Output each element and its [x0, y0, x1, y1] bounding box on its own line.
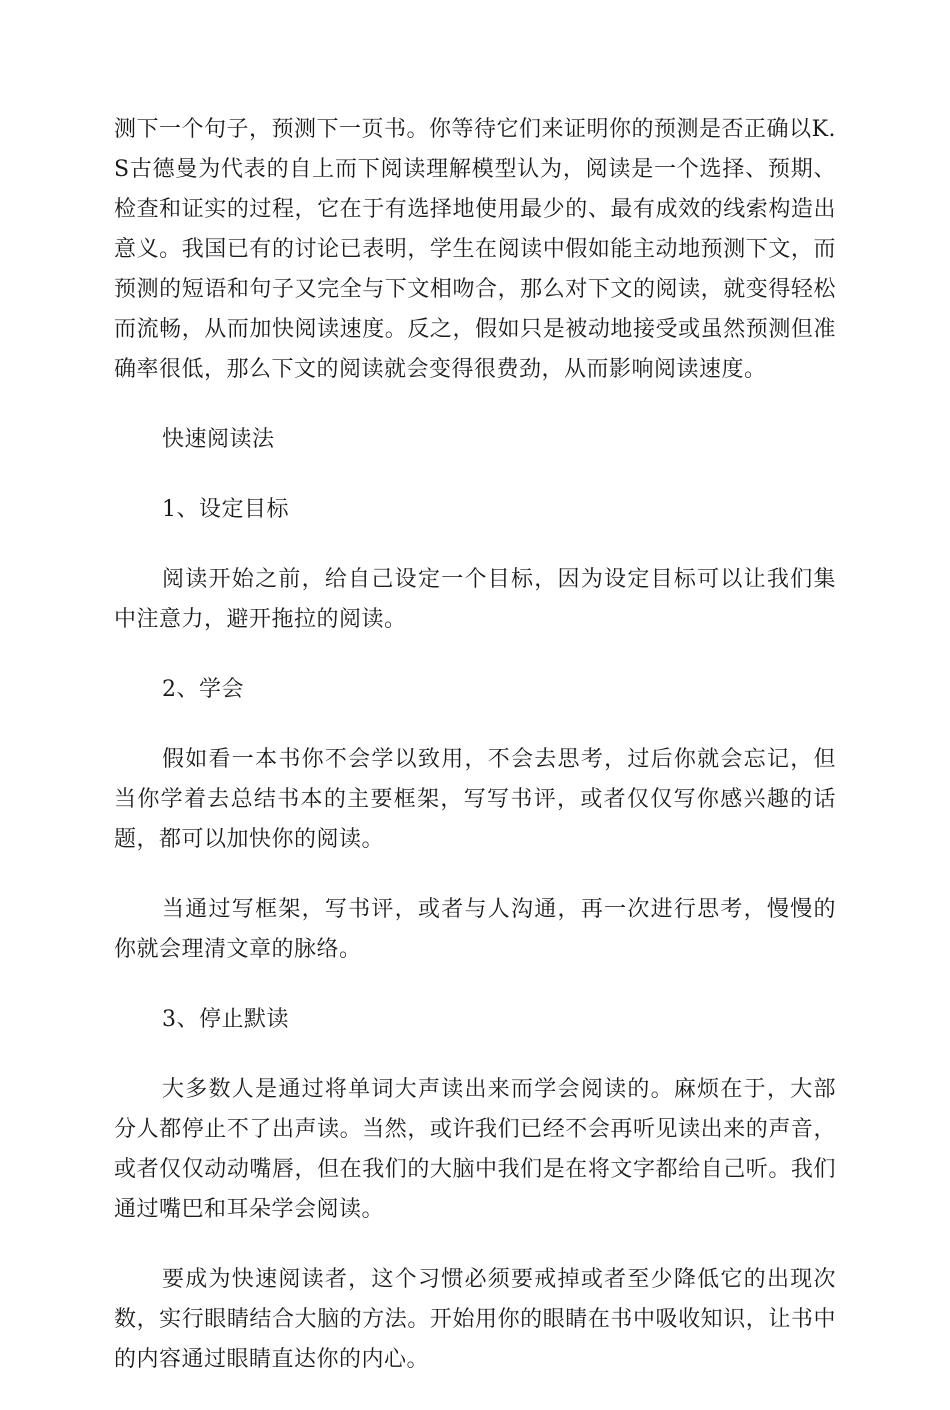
paragraph-eye-brain-method: 要成为快速阅读者，这个习惯必须要戒掉或者至少降低它的出现次数，实行眼睛结合大脑的方法。开始用你的眼睛在书中吸收知识，让书中的内容通过眼睛直达你的内心。: [114, 1267, 836, 1372]
paragraph-subvocalizing: 大多数人是通过将单词大声读出来而学会阅读的。麻烦在于，大部分人都停止不了出声读。当然，或许我们已经不会再听见读出来的声音，或者仅仅动动嘴唇，但在我们的大脑中我们是在将文字都给自己听。我们通过嘴巴和耳朵学会阅读。: [114, 1077, 836, 1222]
paragraph-reflect: 当通过写框架，写书评，或者与人沟通，再一次进行思考，慢慢的你就会理清文章的脉络。: [114, 897, 836, 962]
subheading-stop-subvocalizing: 3、停止默读: [162, 1007, 289, 1032]
paragraph-prediction-theory: 测下一个句子，预测下一页书。你等待它们来证明你的预测是否正确以K.S古德曼为代表的自上而下阅读理解模型认为，阅读是一个选择、预期、检查和证实的过程，它在于有选择地使用最少的、最有成效的线索构造出意义。我国已有的讨论已表明，学生在阅读中假如能主动地预测下文，而预测的短语和句子又完全与下文相吻合，那么对下文的阅读，就变得轻松而流畅，从而加快阅读速度。反之，假如只是被动地接受或虽然预测但准确率很低，那么下文的阅读就会变得很费劲，从而影响阅读速度。: [114, 117, 836, 382]
subheading-set-goal: 1、设定目标: [162, 497, 289, 522]
paragraph-learn: 假如看一本书你不会学以致用，不会去思考，过后你就会忘记，但当你学着去总结书本的主要框架，写写书评，或者仅仅写你感兴趣的话题，都可以加快你的阅读。: [114, 747, 836, 852]
document-body: [114, 110, 836, 1410]
paragraph-set-goal: 阅读开始之前，给自己设定一个目标，因为设定目标可以让我们集中注意力，避开拖拉的阅读。: [114, 567, 836, 632]
section-heading-speed-reading: 快速阅读法: [162, 427, 275, 452]
subheading-learn: 2、学会: [162, 677, 244, 702]
